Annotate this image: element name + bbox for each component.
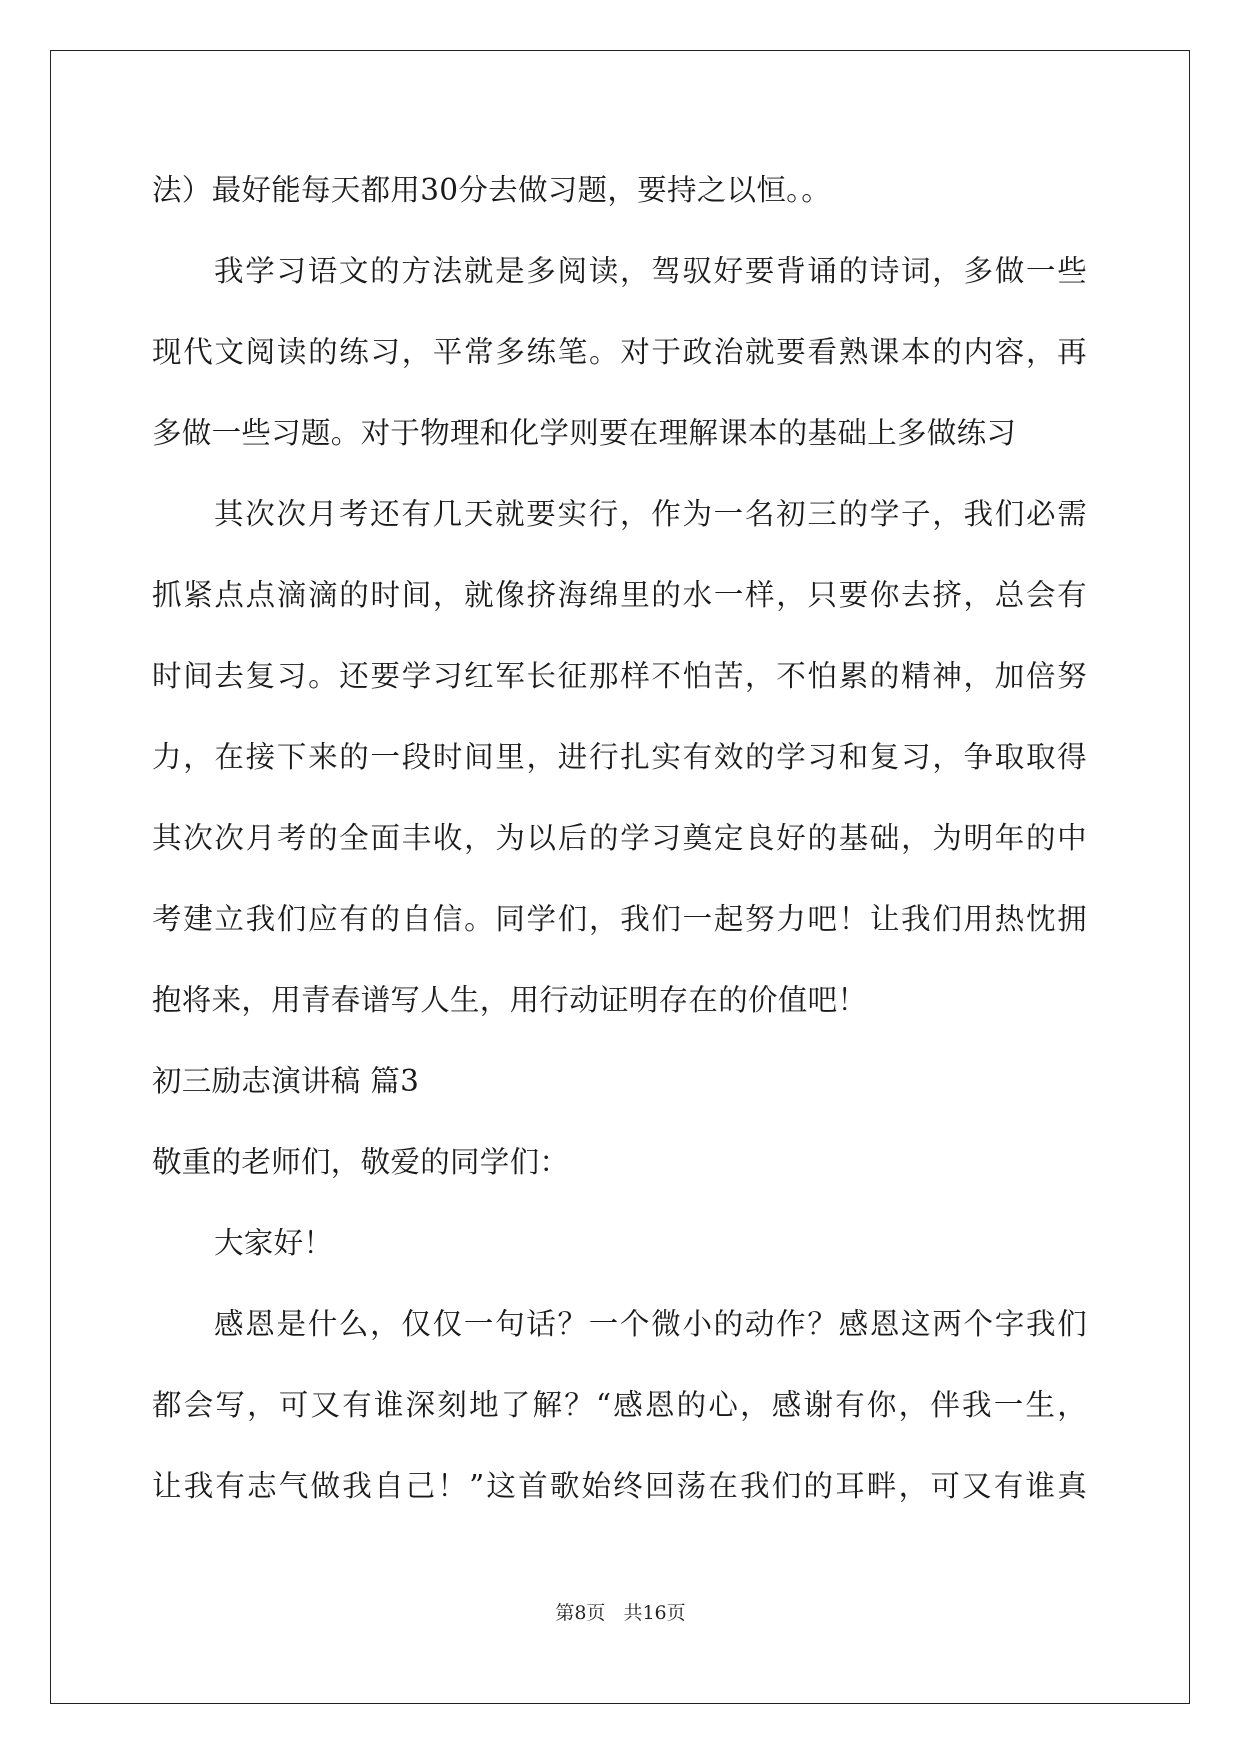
text-line: 考建立我们应有的自信。同学们，我们一起努力吧！让我们用热忱拥 xyxy=(152,902,1087,936)
salutation: 敬重的老师们，敬爱的同学们： xyxy=(152,1145,570,1179)
text-line: 时间去复习。还要学习红军长征那样不怕苦，不怕累的精神，加倍努 xyxy=(152,659,1087,693)
page-number: 第8页 xyxy=(555,1602,606,1624)
page-total: 共16页 xyxy=(623,1602,686,1624)
document-body xyxy=(152,150,1087,1527)
text-line: 力，在接下来的一段时间里，进行扎实有效的学习和复习，争取取得 xyxy=(152,740,1087,774)
text-line: 现代文阅读的练习，平常多练笔。对于政治就要看熟课本的内容，再 xyxy=(152,335,1087,369)
text-line: 感恩是什么，仅仅一句话？一个微小的动作？感恩这两个字我们 xyxy=(214,1307,1087,1341)
text-line: 其次次月考还有几天就要实行，作为一名初三的学子，我们必需 xyxy=(214,497,1087,531)
text-line: 其次次月考的全面丰收，为以后的学习奠定良好的基础，为明年的中 xyxy=(152,821,1087,855)
text-line: 我学习语文的方法就是多阅读，驾驭好要背诵的诗词，多做一些 xyxy=(214,254,1087,288)
text-line: 让我有志气做我自己！”这首歌始终回荡在我们的耳畔，可又有谁真 xyxy=(152,1469,1087,1503)
section-heading: 初三励志演讲稿 篇3 xyxy=(152,1064,420,1098)
page-footer xyxy=(0,1598,1241,1625)
text-line: 抓紧点点滴滴的时间，就像挤海绵里的水一样，只要你去挤，总会有 xyxy=(152,578,1087,612)
greeting: 大家好！ xyxy=(214,1226,334,1260)
text-line: 多做一些习题。对于物理和化学则要在理解课本的基础上多做练习 xyxy=(152,416,1017,450)
text-line: 法）最好能每天都用30分去做习题，要持之以恒。。 xyxy=(152,173,831,207)
text-line: 都会写，可又有谁深刻地了解？“感恩的心，感谢有你，伴我一生， xyxy=(152,1388,1087,1422)
text-line: 抱将来，用青春谱写人生，用行动证明存在的价值吧！ xyxy=(152,983,868,1017)
